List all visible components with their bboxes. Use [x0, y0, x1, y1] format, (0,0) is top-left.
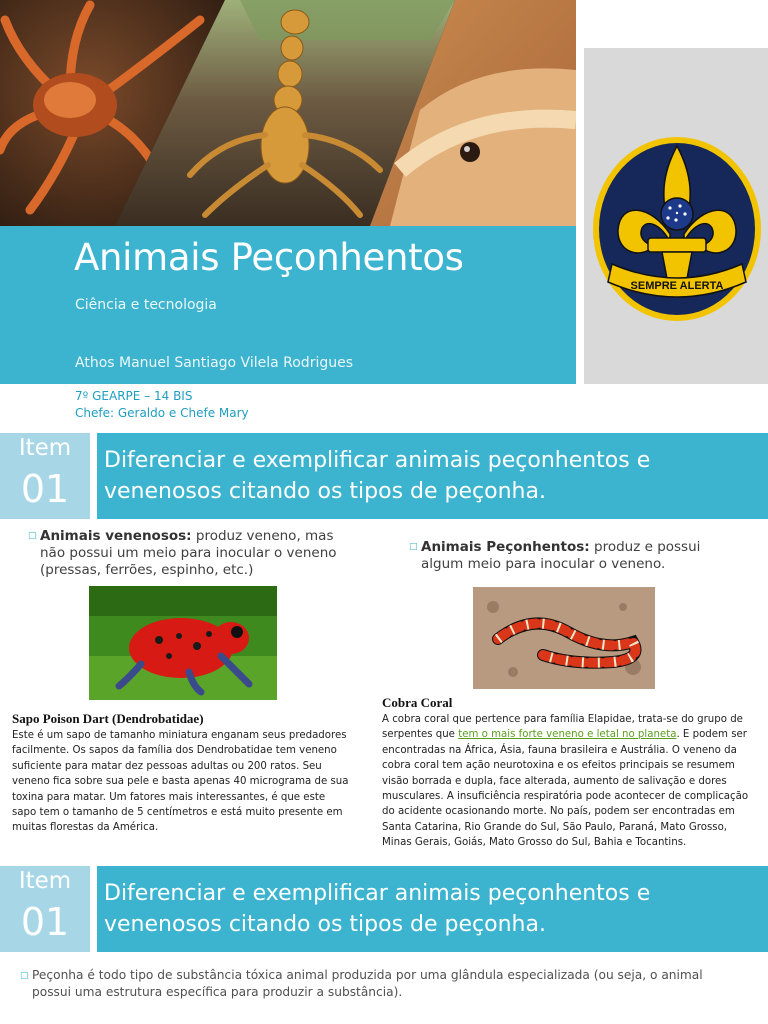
- author-name: Athos Manuel Santiago Vilela Rodrigues: [75, 355, 354, 371]
- snake-caption-text: A cobra coral que pertence para família Elapidae, trata-se do grupo de serpentes que tem o mais forte veneno e letal no planeta. E podem ser encontradas na África, Ásia, fauna brasileira e Austrália. O veneno da cobra coral tem ação neurotoxina e os efeitos principais se resumem visão borrada e dupla, face alterada, aumento de salivação e dores musculares. A insuficiência respiratória pode acontecer de complicação do acidente ocasionando morte. No país, podem ser encontradas em Santa Catarina, Rio Grande do Sul, São Paulo, Paraná, Mato Grosso, Minas Gerais, Goiás, Mato Grosso do Sul, Bahia e Tocantins.: [382, 714, 749, 849]
- hero-photo-strip: [0, 0, 576, 226]
- bullet-venenosos: □ Animais venenosos: produz veneno, mas não possui um meio para inocular o veneno (pressas, ferrões, espinho, etc.): [28, 528, 337, 578]
- item-badge: [0, 433, 90, 519]
- coral-snake-photo: [473, 587, 655, 689]
- section-heading: Diferenciar e exemplificar animais peçonhentos e venenosos citando os tipos de peçonha.: [97, 866, 768, 952]
- chiefs-line: Chefe: Geraldo e Chefe Mary: [75, 406, 249, 420]
- snake-caption-title: Cobra Coral: [382, 695, 453, 710]
- scout-group: 7º GEARPE – 14 BIS: [75, 389, 193, 403]
- bullet-icon: □: [409, 542, 418, 552]
- item-number: 01: [20, 467, 70, 511]
- frog-caption-text: Este é um sapo de tamanho miniatura enganam seus predadores facilmente. Os sapos da família dos Dendrobatidae tem veneno suficiente para matar dez pessoas adultas ou 200 ratos. Seu veneno fica sobre sua pele e basta apenas 40 micrograma de sua toxina para matar. Um fatores mais interessantes, é que este sapo tem o tamanho de 5 centímetros e está muito presente em muitas florestas da América.: [12, 730, 349, 834]
- bullet-icon: □: [28, 531, 37, 541]
- peconha-definition: □ Peçonha é todo tipo de substância tóxica animal produzida por uma glândula especializada (ou seja, o animal possui uma estrutura específica para produzir a substância).: [20, 968, 703, 999]
- poison-dart-frog-photo: [89, 586, 277, 700]
- item-number: 01: [20, 900, 70, 944]
- page-title: Animais Peçonhentos: [74, 236, 464, 279]
- bullet-icon: □: [20, 971, 29, 981]
- scout-emblem-icon: [590, 134, 764, 324]
- logo-motto: SEMPRE ALERTA: [630, 280, 724, 292]
- page-subtitle: Ciência e tecnologia: [75, 297, 217, 313]
- frog-caption-title: Sapo Poison Dart (Dendrobatidae): [12, 711, 204, 726]
- item-badge: [0, 866, 90, 952]
- bullet-peconhentos: □ Animais Peçonhentos: produz e possui algum meio para inocular o veneno.: [409, 539, 701, 572]
- snake-highlight-link[interactable]: tem o mais forte veneno e letal no planeta: [458, 729, 677, 741]
- item-label: Item: [18, 868, 72, 894]
- logo-panel: [584, 48, 768, 384]
- section-heading: Diferenciar e exemplificar animais peçonhentos e venenosos citando os tipos de peçonha.: [97, 433, 768, 519]
- item-label: Item: [18, 435, 72, 461]
